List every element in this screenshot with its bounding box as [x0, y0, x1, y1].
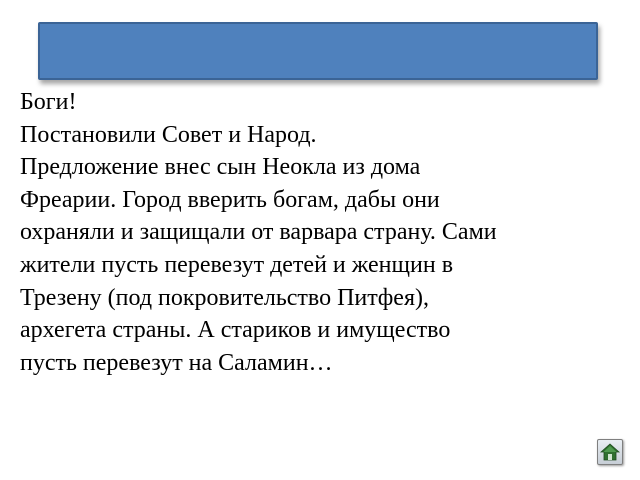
text-line: пусть перевезут на Саламин…	[20, 349, 333, 376]
home-button[interactable]	[597, 439, 623, 465]
text-line: Предложение внес сын Неокла из дома	[20, 154, 421, 181]
text-line: Трезену (под покровительство Питфея),	[20, 284, 429, 311]
text-line: жители пусть перевезут детей и женщин в	[20, 251, 454, 278]
text-line: архегета страны. А стариков и имущество	[20, 317, 451, 344]
text-line: охраняли и защищали от варвара страну. Сами	[20, 219, 497, 246]
text-line: Постановили Совет и Народ.	[20, 121, 317, 148]
home-icon	[600, 442, 620, 462]
text-line: Фреарии. Город вверить богам, дабы они	[20, 186, 440, 213]
decree-text	[20, 86, 630, 379]
title-bar	[38, 22, 598, 80]
text-line: Боги!	[20, 89, 77, 115]
